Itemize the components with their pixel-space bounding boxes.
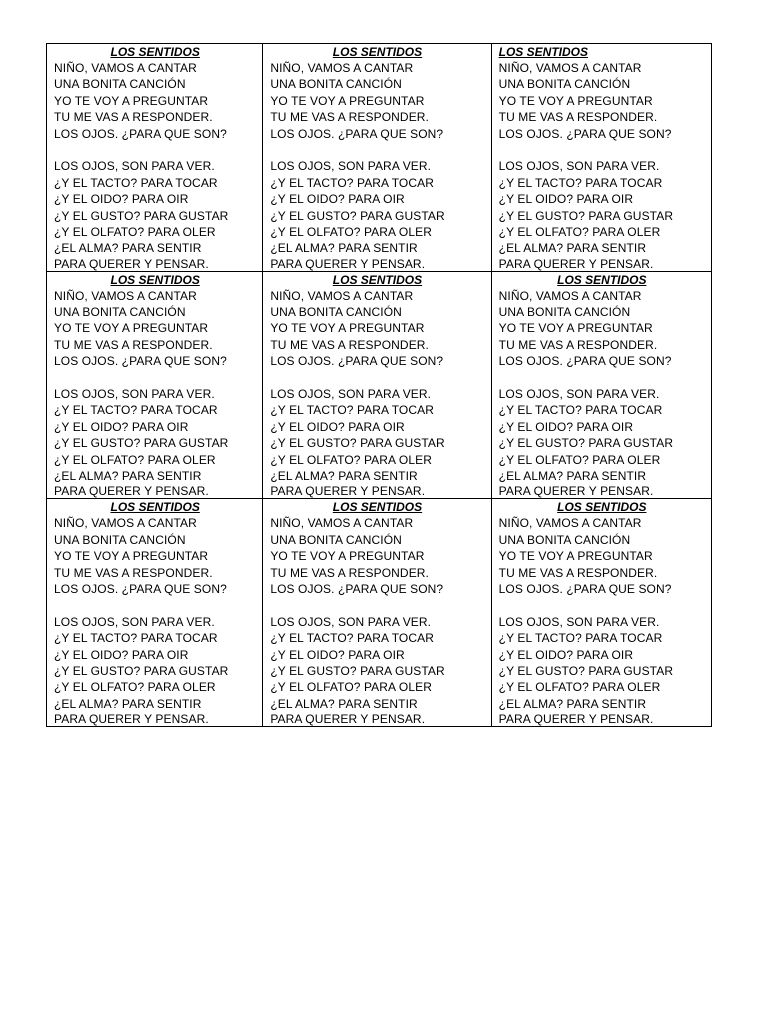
verse-line: PARA QUERER Y PENSAR. <box>54 256 209 271</box>
verse-line: YO TE VOY A PREGUNTAR <box>54 321 209 336</box>
verse-line: ¿Y EL TACTO? PARA TOCAR <box>270 403 435 418</box>
card-title: LOS SENTIDOS <box>110 45 200 59</box>
verse-line: LOS OJOS, SON PARA VER. <box>498 159 660 174</box>
verse-line: ¿Y EL GUSTO? PARA GUSTAR <box>270 436 445 451</box>
verse-line: ¿Y EL OLFATO? PARA OLER <box>270 680 433 695</box>
verse-line: ¿Y EL OLFATO? PARA OLER <box>54 452 216 467</box>
card-row <box>47 499 712 727</box>
verse-line: TU ME VAS A RESPONDER. <box>54 337 213 352</box>
verse-gap <box>54 142 256 158</box>
verse-line: UNA BONITA CANCIÓN <box>498 77 631 92</box>
card-title: LOS SENTIDOS <box>332 45 423 59</box>
verse-line: PARA QUERER Y PENSAR. <box>498 484 654 499</box>
verse-line: LOS OJOS, SON PARA VER. <box>498 614 660 629</box>
verse-line: LOS OJOS, SON PARA VER. <box>270 387 432 402</box>
verse-line: ¿Y EL TACTO? PARA TOCAR <box>270 631 435 646</box>
verse-line: UNA BONITA CANCIÓN <box>270 532 402 547</box>
verse-line: ¿Y EL TACTO? PARA TOCAR <box>54 175 218 190</box>
card-title: LOS SENTIDOS <box>332 500 423 515</box>
verse-line: PARA QUERER Y PENSAR. <box>54 712 209 727</box>
verse-line: LOS OJOS. ¿PARA QUE SON? <box>498 126 672 141</box>
song-card <box>263 499 491 727</box>
card-row <box>47 44 712 272</box>
song-card <box>47 499 263 727</box>
verse-gap <box>54 597 256 613</box>
verse-line: ¿Y EL OLFATO? PARA OLER <box>498 680 661 695</box>
card-title: LOS SENTIDOS <box>557 272 647 287</box>
song-card <box>47 44 263 272</box>
verse-line: ¿EL ALMA? PARA SENTIR <box>54 241 202 256</box>
song-card <box>491 499 711 727</box>
verse-line: LOS OJOS. ¿PARA QUE SON? <box>270 581 444 596</box>
card-row <box>47 271 712 499</box>
card-title: LOS SENTIDOS <box>332 272 423 287</box>
verse-line: ¿Y EL OLFATO? PARA OLER <box>270 224 433 239</box>
verse-line: ¿Y EL TACTO? PARA TOCAR <box>54 403 218 418</box>
song-card <box>491 271 711 499</box>
verse-line: YO TE VOY A PREGUNTAR <box>54 93 209 108</box>
verse-line: LOS OJOS. ¿PARA QUE SON? <box>270 126 444 141</box>
card-title: LOS SENTIDOS <box>498 45 588 59</box>
verse-line: ¿Y EL GUSTO? PARA GUSTAR <box>498 663 674 678</box>
verse-line: LOS OJOS, SON PARA VER. <box>270 159 432 174</box>
verse-line: ¿EL ALMA? PARA SENTIR <box>270 241 418 256</box>
verse-line: LOS OJOS. ¿PARA QUE SON? <box>54 126 227 141</box>
verse-gap <box>499 597 705 613</box>
verse-line: LOS OJOS. ¿PARA QUE SON? <box>54 354 227 369</box>
verse-line: ¿EL ALMA? PARA SENTIR <box>54 696 202 711</box>
verse-line: PARA QUERER Y PENSAR. <box>270 256 426 271</box>
verse-line: ¿EL ALMA? PARA SENTIR <box>270 696 418 711</box>
verse-line: PARA QUERER Y PENSAR. <box>270 484 426 499</box>
verse-line: ¿Y EL OIDO? PARA OIR <box>270 419 405 434</box>
verse-gap <box>270 370 484 386</box>
verse-line: ¿Y EL OIDO? PARA OIR <box>498 647 634 662</box>
verse-line: TU ME VAS A RESPONDER. <box>270 337 429 352</box>
verse-line: YO TE VOY A PREGUNTAR <box>498 549 653 564</box>
verse-line: LOS OJOS, SON PARA VER. <box>270 614 432 629</box>
verse-line: NIÑO, VAMOS A CANTAR <box>270 61 414 75</box>
verse-line: ¿Y EL OLFATO? PARA OLER <box>498 452 661 467</box>
verse-line: YO TE VOY A PREGUNTAR <box>270 321 425 336</box>
verse-line: ¿Y EL OIDO? PARA OIR <box>498 192 634 207</box>
verse-line: ¿EL ALMA? PARA SENTIR <box>54 468 202 483</box>
verse-line: ¿Y EL OLFATO? PARA OLER <box>54 224 216 239</box>
verse-line: ¿Y EL OIDO? PARA OIR <box>270 192 405 207</box>
verse-line: LOS OJOS. ¿PARA QUE SON? <box>498 354 672 369</box>
verse-line: ¿EL ALMA? PARA SENTIR <box>498 696 647 711</box>
verse-line: ¿Y EL GUSTO? PARA GUSTAR <box>54 663 229 678</box>
verse-gap <box>270 597 484 613</box>
verse-line: ¿Y EL TACTO? PARA TOCAR <box>54 631 218 646</box>
verse-line: NIÑO, VAMOS A CANTAR <box>498 516 642 531</box>
verse-line: LOS OJOS. ¿PARA QUE SON? <box>54 581 227 596</box>
verse-line: ¿Y EL GUSTO? PARA GUSTAR <box>498 208 674 223</box>
verse-line: UNA BONITA CANCIÓN <box>270 77 402 92</box>
verse-line: UNA BONITA CANCIÓN <box>54 305 186 320</box>
verse-line: ¿Y EL TACTO? PARA TOCAR <box>498 403 663 418</box>
verse-line: NIÑO, VAMOS A CANTAR <box>498 288 642 303</box>
verse-line: ¿Y EL TACTO? PARA TOCAR <box>498 631 663 646</box>
verse-line: LOS OJOS, SON PARA VER. <box>54 387 215 402</box>
song-card <box>47 271 263 499</box>
verse-line: TU ME VAS A RESPONDER. <box>498 337 658 352</box>
song-cards-grid <box>46 43 712 727</box>
verse-line: YO TE VOY A PREGUNTAR <box>270 93 425 108</box>
song-card <box>263 44 491 272</box>
verse-line: ¿EL ALMA? PARA SENTIR <box>498 468 647 483</box>
verse-gap <box>499 142 705 158</box>
verse-line: ¿EL ALMA? PARA SENTIR <box>498 241 647 256</box>
verse-line: ¿Y EL OIDO? PARA OIR <box>54 192 189 207</box>
verse-line: ¿Y EL GUSTO? PARA GUSTAR <box>270 663 445 678</box>
card-title: LOS SENTIDOS <box>110 272 200 287</box>
verse-line: UNA BONITA CANCIÓN <box>54 532 186 547</box>
verse-gap <box>499 370 705 386</box>
verse-line: PARA QUERER Y PENSAR. <box>54 484 209 499</box>
verse-line: UNA BONITA CANCIÓN <box>498 305 631 320</box>
verse-line: YO TE VOY A PREGUNTAR <box>498 321 653 336</box>
verse-line: ¿Y EL GUSTO? PARA GUSTAR <box>270 208 445 223</box>
verse-line: YO TE VOY A PREGUNTAR <box>498 93 653 108</box>
verse-line: YO TE VOY A PREGUNTAR <box>54 549 209 564</box>
verse-line: LOS OJOS. ¿PARA QUE SON? <box>498 581 672 596</box>
verse-line: UNA BONITA CANCIÓN <box>54 77 186 92</box>
verse-line: ¿Y EL GUSTO? PARA GUSTAR <box>498 436 674 451</box>
verse-line: NIÑO, VAMOS A CANTAR <box>270 288 414 303</box>
verse-line: YO TE VOY A PREGUNTAR <box>270 549 425 564</box>
verse-line: NIÑO, VAMOS A CANTAR <box>54 288 197 303</box>
verse-gap <box>54 370 256 386</box>
verse-line: UNA BONITA CANCIÓN <box>270 305 402 320</box>
verse-line: LOS OJOS, SON PARA VER. <box>54 159 215 174</box>
verse-line: ¿Y EL TACTO? PARA TOCAR <box>498 175 663 190</box>
verse-line: LOS OJOS, SON PARA VER. <box>498 387 660 402</box>
verse-line: NIÑO, VAMOS A CANTAR <box>498 61 642 75</box>
verse-line: ¿Y EL OIDO? PARA OIR <box>54 419 189 434</box>
verse-line: ¿Y EL TACTO? PARA TOCAR <box>270 175 435 190</box>
verse-line: ¿EL ALMA? PARA SENTIR <box>270 468 418 483</box>
verse-line: ¿Y EL OIDO? PARA OIR <box>498 419 634 434</box>
verse-line: TU ME VAS A RESPONDER. <box>270 565 429 580</box>
verse-line: TU ME VAS A RESPONDER. <box>498 565 658 580</box>
verse-line: UNA BONITA CANCIÓN <box>498 532 631 547</box>
verse-line: ¿Y EL GUSTO? PARA GUSTAR <box>54 208 229 223</box>
verse-line: PARA QUERER Y PENSAR. <box>270 712 426 727</box>
verse-line: PARA QUERER Y PENSAR. <box>498 712 654 727</box>
verse-line: ¿Y EL OIDO? PARA OIR <box>270 647 405 662</box>
verse-line: PARA QUERER Y PENSAR. <box>498 256 654 271</box>
verse-line: LOS OJOS. ¿PARA QUE SON? <box>270 354 444 369</box>
verse-gap <box>270 142 484 158</box>
verse-line: NIÑO, VAMOS A CANTAR <box>270 516 414 531</box>
verse-line: TU ME VAS A RESPONDER. <box>54 565 213 580</box>
verse-line: ¿Y EL GUSTO? PARA GUSTAR <box>54 436 229 451</box>
verse-line: LOS OJOS, SON PARA VER. <box>54 614 215 629</box>
verse-line: ¿Y EL OLFATO? PARA OLER <box>270 452 433 467</box>
verse-line: ¿Y EL OIDO? PARA OIR <box>54 647 189 662</box>
verse-line: TU ME VAS A RESPONDER. <box>270 110 429 125</box>
verse-line: ¿Y EL OLFATO? PARA OLER <box>498 224 661 239</box>
card-title: LOS SENTIDOS <box>557 500 647 515</box>
verse-line: ¿Y EL OLFATO? PARA OLER <box>54 680 216 695</box>
song-card <box>491 44 711 272</box>
verse-line: NIÑO, VAMOS A CANTAR <box>54 516 197 531</box>
card-title: LOS SENTIDOS <box>110 500 200 515</box>
verse-line: TU ME VAS A RESPONDER. <box>54 110 213 125</box>
verse-line: NIÑO, VAMOS A CANTAR <box>54 61 197 75</box>
verse-line: TU ME VAS A RESPONDER. <box>498 110 658 125</box>
song-card <box>263 271 491 499</box>
cards-body <box>47 44 712 727</box>
